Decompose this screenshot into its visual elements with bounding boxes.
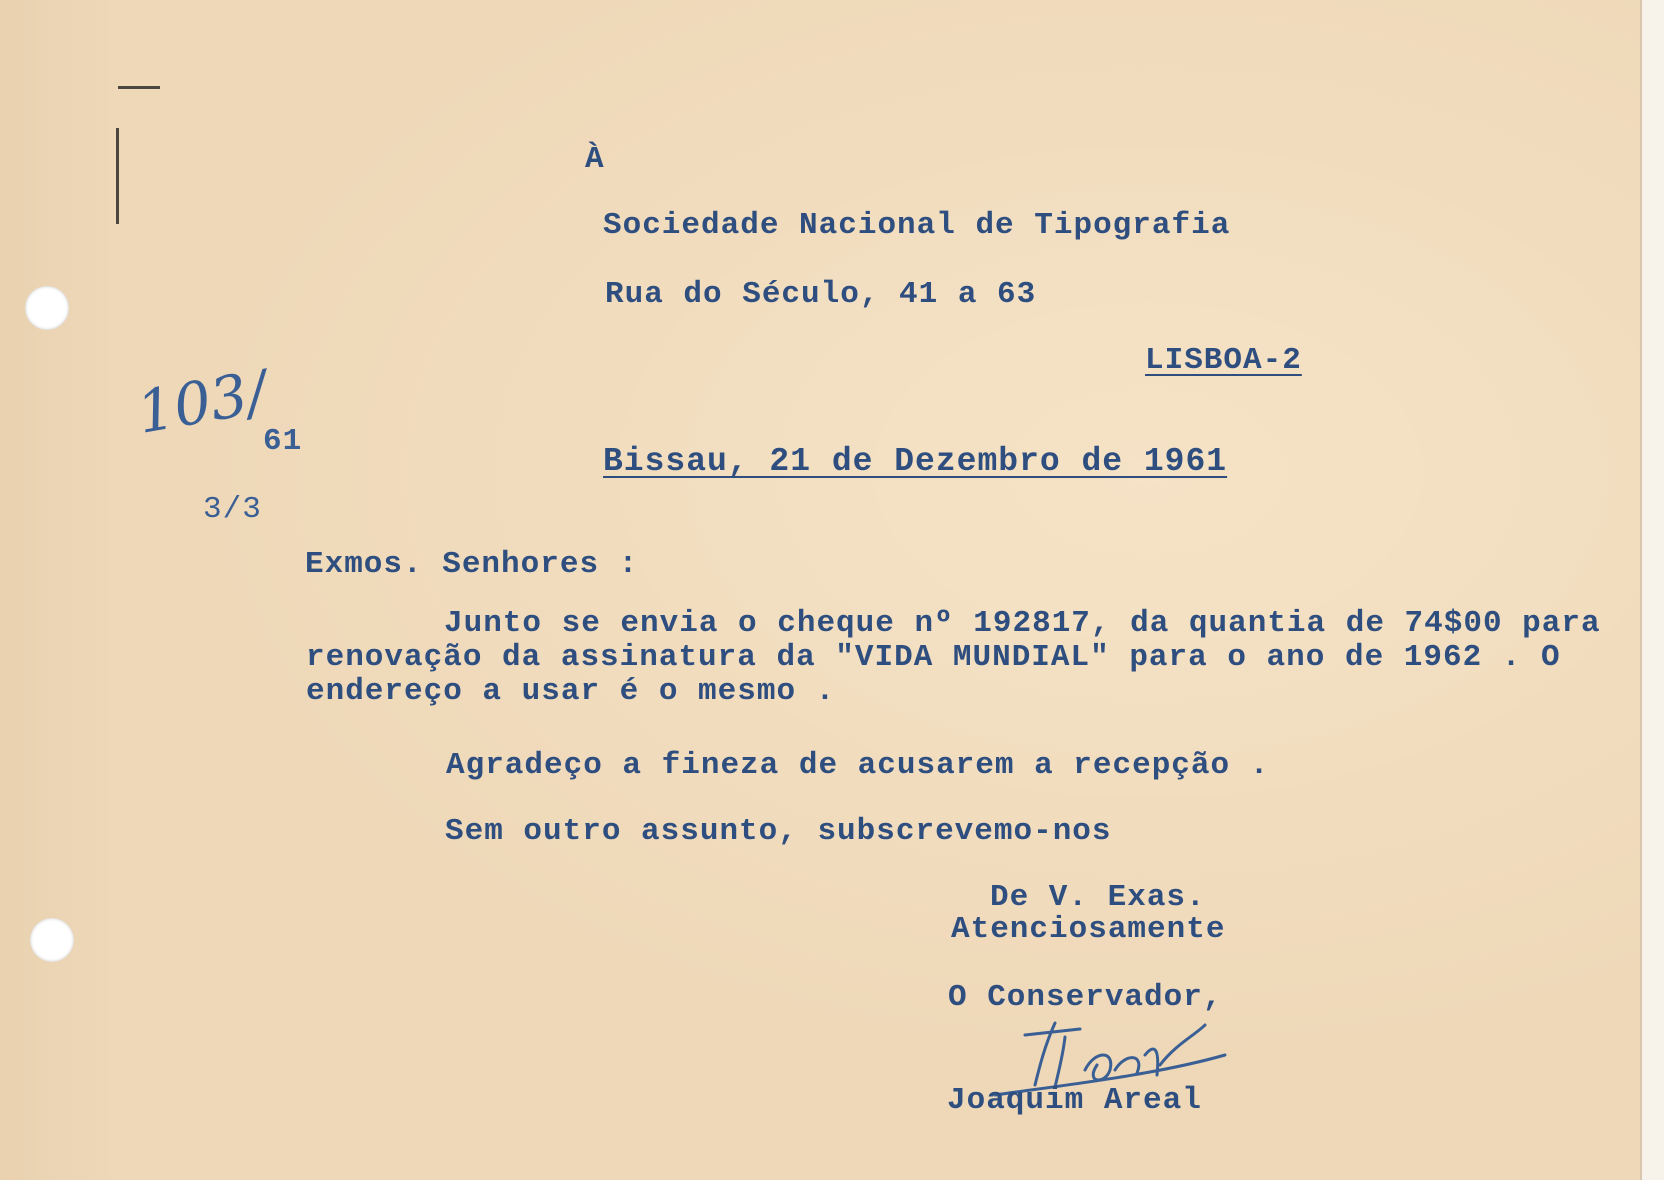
page-marker: 3/3 xyxy=(203,492,262,527)
scan-margin xyxy=(1640,0,1664,1180)
signer-name: Joaquim Areal xyxy=(947,1083,1202,1118)
reference-year: 61 xyxy=(263,424,303,459)
punch-hole-bottom xyxy=(30,918,74,962)
addressee-prefix: À xyxy=(585,142,605,177)
place-date: Bissau, 21 de Dezembro de 1961 xyxy=(603,443,1228,480)
recipient-city: LISBOA-2 xyxy=(1145,343,1302,378)
paragraph-closing: Sem outro assunto, subscrevemo-nos xyxy=(445,814,1112,849)
reference-number: 103/ xyxy=(132,357,273,447)
signer-title: O Conservador, xyxy=(948,980,1223,1015)
greeting: Exmos. Senhores : xyxy=(305,547,639,582)
recipient-name: Sociedade Nacional de Tipografia xyxy=(603,208,1231,243)
binder-mark xyxy=(118,86,160,89)
paragraph-thanks: Agradeço a fineza de acusarem a recepção . xyxy=(446,748,1270,783)
closing-line-2: Atenciosamente xyxy=(951,912,1226,947)
staple-mark xyxy=(116,128,119,224)
recipient-street: Rua do Século, 41 a 63 xyxy=(605,277,1037,312)
closing-line-1: De V. Exas. xyxy=(990,880,1206,915)
punch-hole-top xyxy=(25,286,69,330)
paragraph-cheque xyxy=(306,607,1636,709)
paragraph-cheque-text: Junto se envia o cheque nº 192817, da quantia de 74$00 para renovação da assinatura da "VIDA MUNDIAL" para o ano de 1962 . O endereço a usar é o mesmo . xyxy=(306,606,1601,709)
